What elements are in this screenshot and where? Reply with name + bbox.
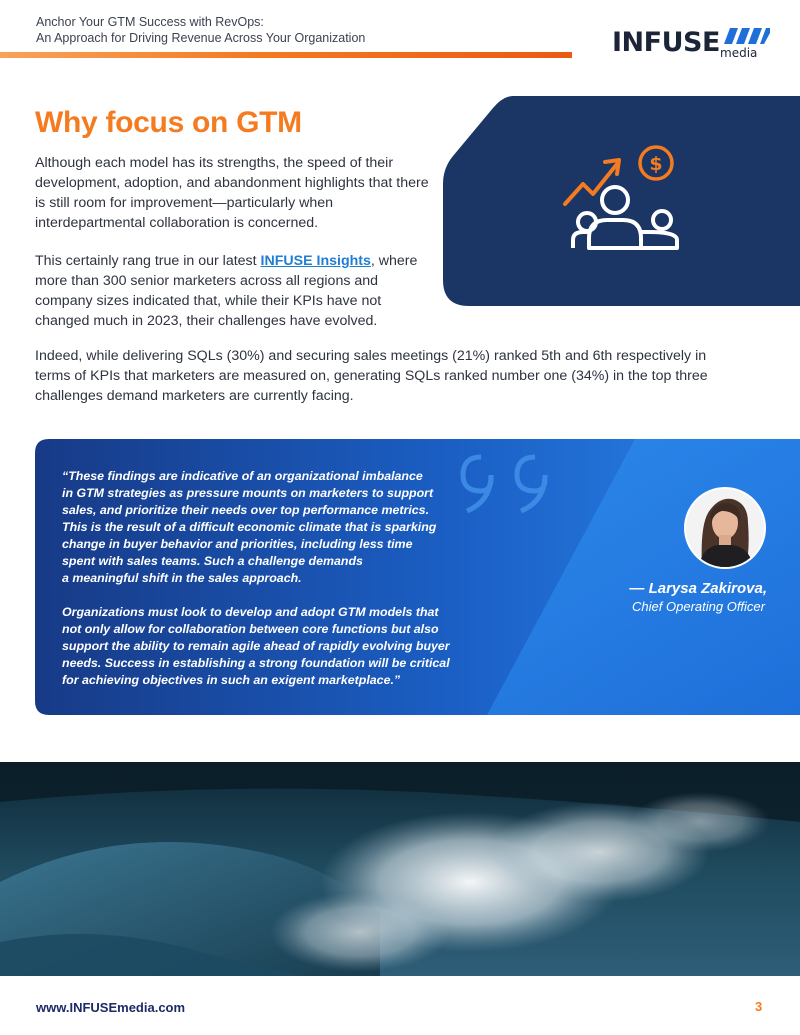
document-header-title <box>36 14 365 46</box>
infuse-insights-link[interactable]: INFUSE Insights <box>260 253 371 269</box>
header-title-line-2: An Approach for Driving Revenue Across Your Organization <box>36 31 366 45</box>
body-paragraph-2 <box>35 251 435 331</box>
logo-wordmark: INFUSE <box>612 27 720 58</box>
logo-stripes-icon <box>722 28 770 44</box>
section-heading: Why focus on GTM <box>35 106 302 139</box>
executive-quote <box>62 468 482 689</box>
header-accent-rule <box>0 52 572 58</box>
speaker-name: — Larysa Zakirova, <box>629 580 767 597</box>
footer-website: www.INFUSEmedia.com <box>36 1000 186 1015</box>
svg-text:$: $ <box>649 153 663 175</box>
page-number: 3 <box>755 999 763 1014</box>
header-title-line-1: Anchor Your GTM Success with RevOps: <box>36 15 264 29</box>
infuse-media-logo <box>612 24 772 64</box>
quote-paragraph-2: Organizations must look to develop and adopt GTM models that not only allow for collaboration between core functions but also support the ability to remain agile ahead of rapidly evolving buyer needs. Success in establishing a strong foundation will be critical for achieving objectives in such an exigent marketplace.” <box>62 605 450 687</box>
ocean-wave-photo <box>0 762 800 976</box>
body-paragraph-3: Indeed, while delivering SQLs (30%) and securing sales meetings (21%) ranked 5th and 6th respectively in terms of KPIs that marketers are measured on, generating SQLs ranked number one (34%) in the top three challenges demand marketers are currently facing. <box>35 348 708 404</box>
paragraph-2-text-start: This certainly rang true in our latest <box>35 253 261 269</box>
speaker-avatar <box>684 487 766 569</box>
logo-subword: media <box>720 46 758 60</box>
speaker-role: Chief Operating Officer <box>632 599 765 614</box>
growth-team-illustration <box>443 96 800 306</box>
body-paragraph-1: Although each model has its strengths, the speed of their development, adoption, and abandonment highlights that there is still room for improvement—particularly when interdepartmental collaboration is concerned. <box>35 155 429 231</box>
paragraph-2-text-end: , where more than 300 senior marketers across all regions and company sizes indicated that, while their KPIs have not changed much in 2023, their challenges have evolved. <box>35 253 418 329</box>
quote-paragraph-1: “These findings are indicative of an organizational imbalance in GTM strategies as pressure mounts on marketers to support sales, and prioritize their needs over top performance metrics. This is the result of a difficult economic climate that is sparking change in buyer behavior and priorities, including less time spent with sales teams. Such a challenge demands a meaningful shift in the sales approach. <box>62 469 437 585</box>
